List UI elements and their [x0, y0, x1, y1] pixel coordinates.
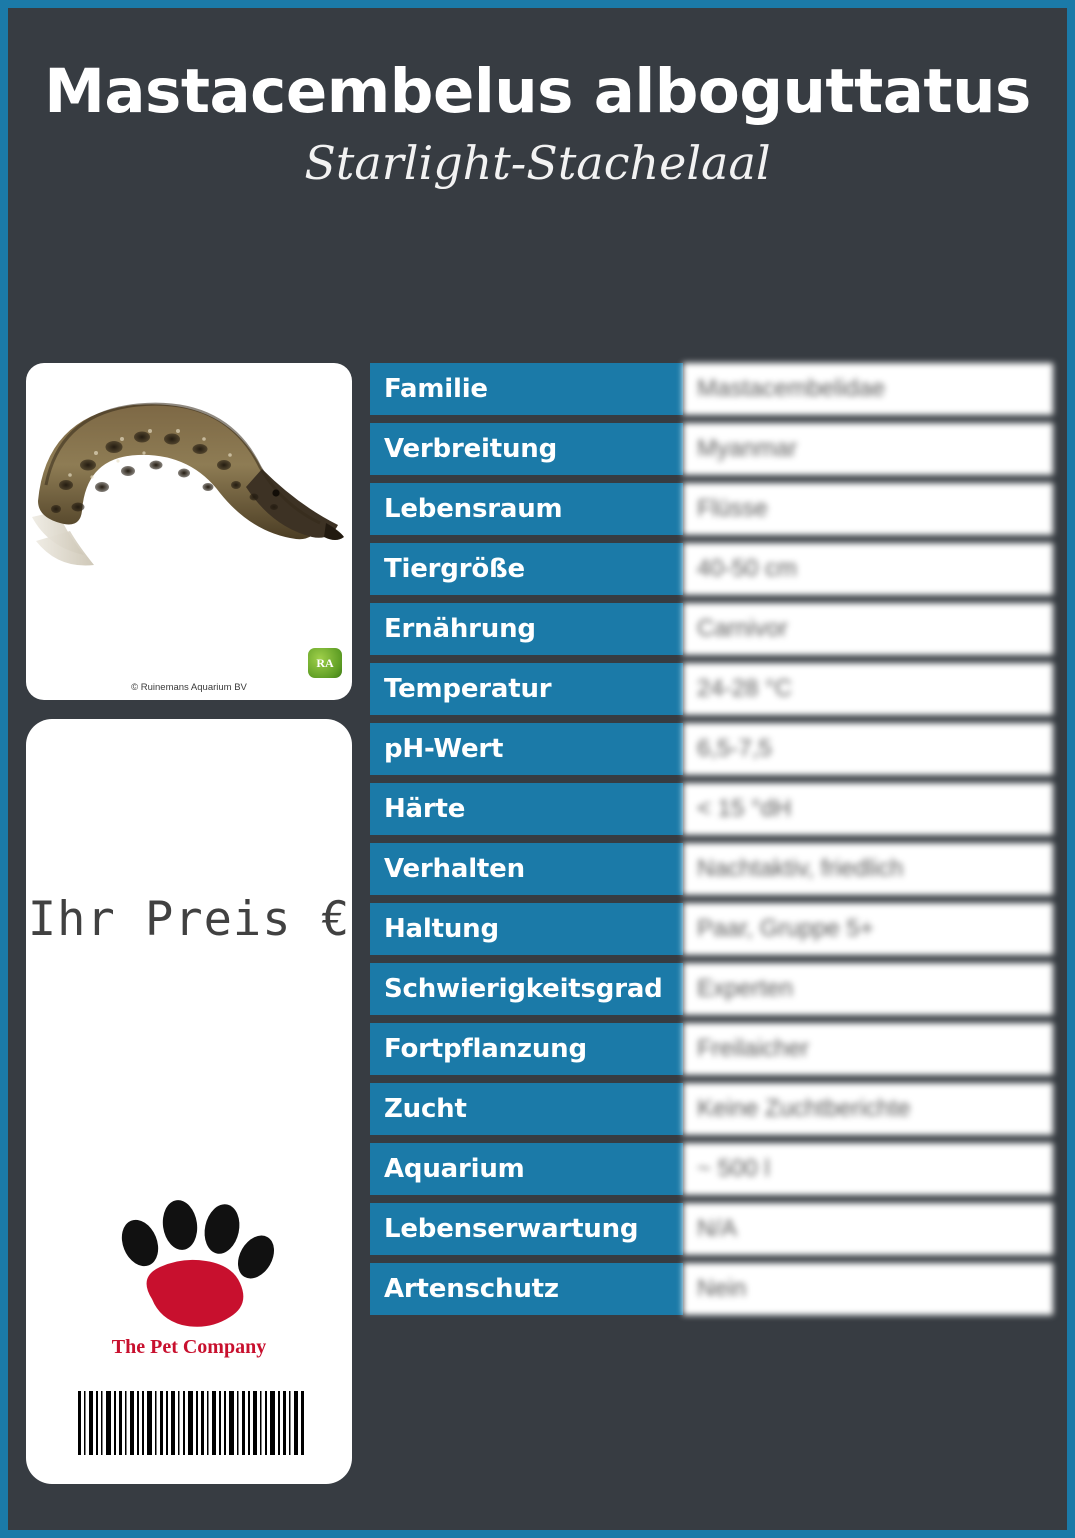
spec-key-haltung: Haltung [370, 903, 683, 955]
table-row [370, 903, 1053, 955]
subtitle: Starlight-Stachelaal [304, 136, 771, 191]
spec-value-aquarium: ~ 500 l [683, 1143, 1053, 1195]
header [8, 8, 1067, 190]
spec-value-schwierigkeitsgrad: Experten [683, 963, 1053, 1015]
spec-key-ernaehrung: Ernährung [370, 603, 683, 655]
left-column [8, 363, 370, 1484]
spec-value-familie: Mastacembelidae [683, 363, 1053, 415]
table-row [370, 603, 1053, 655]
table-row [370, 363, 1053, 415]
price-box [26, 719, 352, 1484]
table-row [370, 1023, 1053, 1075]
spec-value-haltung: Paar, Gruppe 5+ [683, 903, 1053, 955]
species-photo-box [26, 363, 352, 700]
spec-key-haerte: Härte [370, 783, 683, 835]
spec-value-verhalten: Nachtaktiv, friedlich [683, 843, 1053, 895]
spec-key-schwierigkeitsgrad: Schwierigkeitsgrad [370, 963, 683, 1015]
fish-photo-icon [26, 381, 352, 591]
spec-value-fortpflanzung: Freilaicher [683, 1023, 1053, 1075]
spec-key-familie: Familie [370, 363, 683, 415]
spec-value-lebenserwartung: N/A [683, 1203, 1053, 1255]
spec-key-fortpflanzung: Fortpflanzung [370, 1023, 683, 1075]
spec-key-zucht: Zucht [370, 1083, 683, 1135]
table-row [370, 663, 1053, 715]
spec-key-lebenserwartung: Lebenserwartung [370, 1203, 683, 1255]
table-row [370, 1083, 1053, 1135]
spec-value-temperatur: 24-28 °C [683, 663, 1053, 715]
supplier-logo-icon: RA [308, 648, 342, 678]
spec-key-temperatur: Temperatur [370, 663, 683, 715]
spec-value-artenschutz: Nein [683, 1263, 1053, 1315]
spec-value-lebensraum: Flüsse [683, 483, 1053, 535]
table-row [370, 1263, 1053, 1315]
spec-value-haerte: < 15 °dH [683, 783, 1053, 835]
table-row [370, 1143, 1053, 1195]
spec-key-lebensraum: Lebensraum [370, 483, 683, 535]
table-row [370, 423, 1053, 475]
table-row [370, 723, 1053, 775]
table-row [370, 483, 1053, 535]
spec-value-tiergroesse: 40-50 cm [683, 543, 1053, 595]
table-row [370, 963, 1053, 1015]
table-row [370, 543, 1053, 595]
photo-credit: © Ruinemans Aquarium BV [131, 682, 247, 693]
spec-key-tiergroesse: Tiergröße [370, 543, 683, 595]
spec-key-verhalten: Verhalten [370, 843, 683, 895]
content-area [8, 363, 1067, 1484]
table-row [370, 1203, 1053, 1255]
spec-table [370, 363, 1067, 1323]
spec-key-artenschutz: Artenschutz [370, 1263, 683, 1315]
spec-key-verbreitung: Verbreitung [370, 423, 683, 475]
table-row [370, 783, 1053, 835]
spec-value-zucht: Keine Zuchtberichte [683, 1083, 1053, 1135]
page-title: Mastacembelus alboguttatus [44, 56, 1031, 127]
paw-print-logo-icon [26, 1199, 352, 1359]
barcode-icon [76, 1391, 306, 1455]
spec-value-ernaehrung: Carnivor [683, 603, 1053, 655]
brand-name: The Pet Company [111, 1336, 267, 1358]
spec-value-verbreitung: Myanmar [683, 423, 1053, 475]
spec-key-aquarium: Aquarium [370, 1143, 683, 1195]
spec-key-ph-wert: pH-Wert [370, 723, 683, 775]
info-card [8, 8, 1067, 1530]
price-label: Ihr Preis € [27, 892, 351, 947]
table-row [370, 843, 1053, 895]
spec-value-ph-wert: 6,5-7,5 [683, 723, 1053, 775]
